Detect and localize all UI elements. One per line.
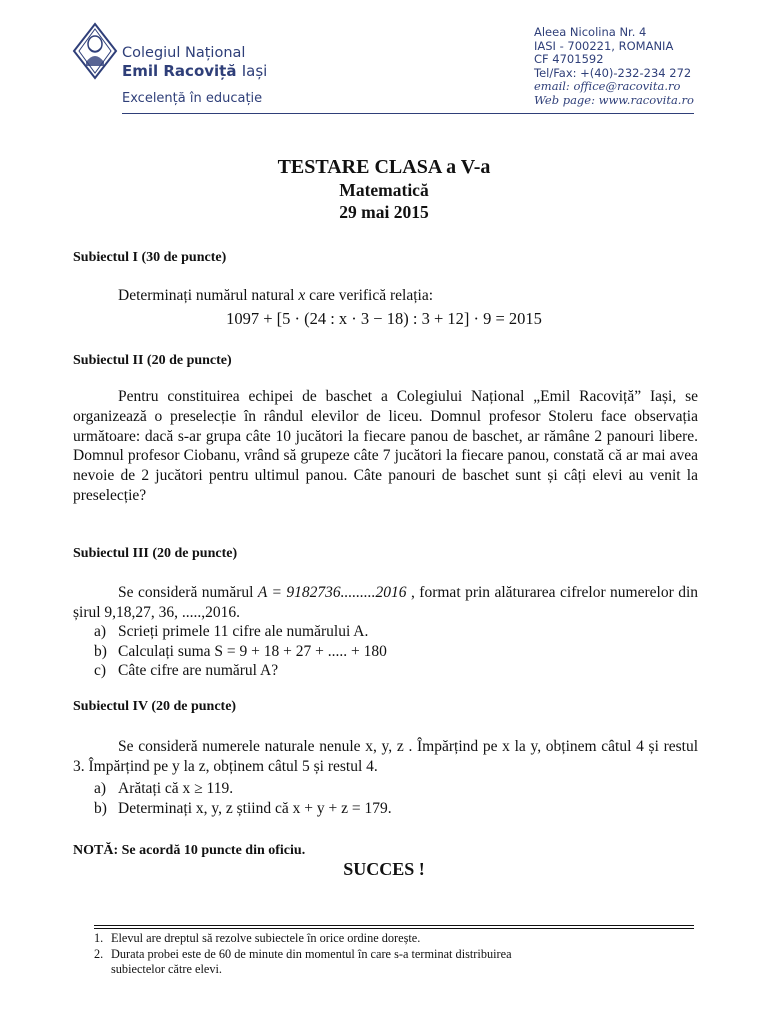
footer-divider [94, 928, 694, 929]
footnote-number: 2. [94, 946, 104, 961]
subject1-text-b: care verifică relația: [305, 287, 434, 304]
address-web: Web page: www.racovita.ro [534, 92, 694, 107]
subject1-heading: Subiectul I (30 de puncte) [73, 250, 227, 265]
list-item [94, 799, 392, 819]
footnote-text: Elevul are dreptul să rezolve subiectele în orice ordine dorește. [111, 931, 421, 945]
item-text: Calculați suma S = 9 + 18 + 27 + ..... + 180 [118, 642, 387, 660]
item-number: b) [94, 642, 107, 660]
school-name-line1: Colegiul Național [122, 45, 246, 61]
item-text: Determinați x, y, z știind că x + y + z = 179. [118, 799, 392, 817]
nota-text: Se acordă 10 puncte din oficiu. [118, 843, 306, 858]
test-title: TESTARE CLASA a V-a [277, 156, 491, 178]
subject3-intro-b: , format prin alăturarea cifrelor numerelor din șirul 9,18,27, 36, .....,2016. [73, 584, 698, 621]
test-subject: Matematică [339, 180, 429, 200]
address-line: IASI - 700221, ROMANIA [534, 38, 674, 53]
item-number: a) [94, 780, 107, 797]
list-item [94, 779, 392, 799]
footnotes [94, 931, 694, 978]
subject3-heading: Subiectul III (20 de puncte) [73, 546, 238, 561]
footnote [94, 947, 694, 963]
item-text: Scrieți primele 11 cifre ale numărului A. [118, 623, 369, 640]
address-line: Tel/Fax: +(40)-232-234 272 [534, 65, 692, 80]
footnote-continuation: subiectelor către elevi. [111, 962, 222, 977]
list-item [94, 622, 387, 642]
subject4-heading: Subiectul IV (20 de puncte) [73, 699, 237, 714]
address-line: CF 4701592 [534, 52, 604, 67]
nota-label: NOTĂ: [73, 843, 119, 858]
subject1-text-a: Determinați numărul natural [118, 287, 299, 304]
subject1-text [118, 286, 698, 306]
list-item [94, 642, 387, 662]
item-number: b) [94, 799, 107, 817]
school-tagline: Excelență în educație [122, 91, 263, 106]
school-name-emil: Emil Racoviță [122, 62, 237, 80]
subject3-number: A = 9182736.........2016 [257, 584, 407, 601]
subject3-intro [73, 583, 698, 623]
subject2-text: Pentru constituirea echipei de baschet a Colegiului Național „Emil Racoviță” Iași, se organizează o preselecție în rândul elevilor de liceu. Domnul profesor Stoleru face observația următoare: dacă s-ar grupa câte 10 jucători la fiecare panou de baschet, ar rămâne 2 panouri libere. Domnul profesor Ciobanu, vrând să grupeze câte 7 jucători la fiecare panou, constată că ar mai avea nevoie de 2 jucători pentru ultimul panou. Câte panouri de baschet sunt și câți elevi au venit la preselecție? [73, 388, 698, 504]
school-name-line2 [122, 62, 267, 81]
school-name [122, 44, 267, 81]
address-line: Aleea Nicolina Nr. 4 [534, 25, 647, 39]
header-divider [122, 113, 694, 114]
footnote-number: 1. [94, 931, 104, 945]
subject4-list [94, 779, 392, 818]
address-email: email: office@racovita.ro [534, 79, 681, 94]
subject3-list [94, 622, 387, 681]
footer-divider [94, 925, 694, 926]
succes-message: SUCCES ! [343, 859, 425, 879]
item-text: Arătați că x ≥ 119. [118, 780, 234, 797]
item-text: Câte cifre are numărul A? [118, 662, 279, 679]
footnote-text: Durata probei este de 60 de minute din momentul în care s-a terminat distribuirea [111, 946, 512, 961]
list-item [94, 661, 387, 681]
subject3-intro-a: Se consideră numărul [118, 584, 258, 601]
item-number: a) [94, 623, 107, 640]
school-logo [72, 22, 118, 85]
nota [73, 843, 305, 859]
test-date: 29 mai 2015 [339, 202, 429, 222]
school-address [534, 26, 694, 108]
subject1-equation: 1097 + [5 · (24 : x · 3 − 18) : 3 + 12] · 9 = 2015 [226, 309, 542, 328]
subject1-var: x [298, 287, 306, 304]
school-city: Iași [241, 62, 268, 80]
item-number: c) [94, 662, 107, 679]
subject2-heading: Subiectul II (20 de puncte) [73, 353, 232, 368]
footnote [94, 931, 694, 947]
subject4-text: Se consideră numerele naturale nenule x, y, z . Împărțind pe x la y, obținem câtul 4 și restul 3. Împărțind pe y la z, obținem câtul 5 și restul 4. [73, 738, 698, 775]
